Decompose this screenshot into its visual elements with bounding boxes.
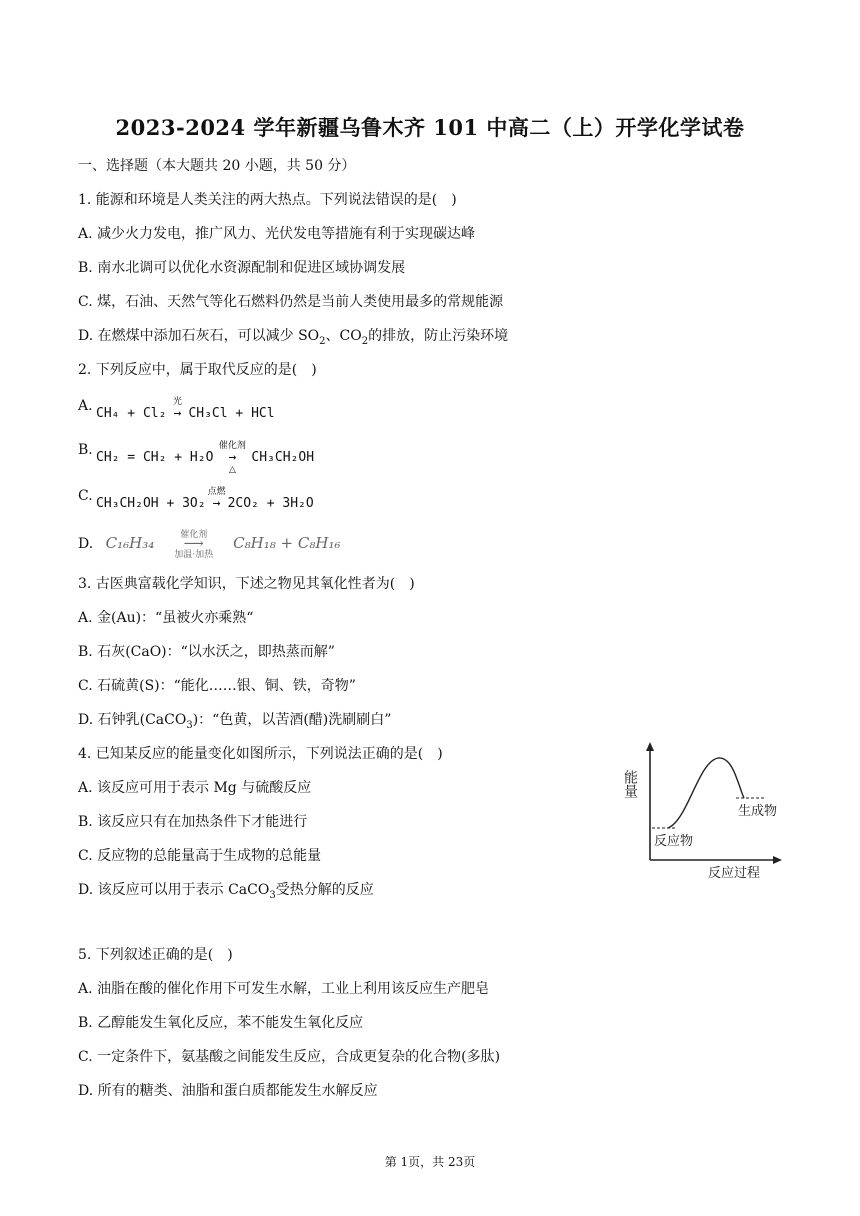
q2-d-letter: D. (78, 536, 94, 552)
q1-option-a: A. 减少火力发电，推广风力、光伏发电等措施有利于实现碳达峰 (78, 226, 476, 242)
q1-option-c: C. 煤，石油、天然气等化石燃料仍然是当前人类使用最多的常规能源 (78, 294, 504, 310)
energy-curve (668, 758, 744, 828)
q2-b-reactants: CH₂ = CH₂ + H₂O (96, 450, 214, 465)
q3-d-part1: D. 石钟乳(CaCO (78, 712, 187, 728)
q4-d-part2: 受热分解的反应 (275, 882, 374, 898)
q2-d-products: C₈H₁₈ + C₈H₁₆ (233, 534, 341, 552)
q2-b-products: CH₃CH₂OH (251, 450, 315, 465)
q2-d-condition-bottom: 加温·加热 (174, 550, 214, 560)
q5-option-a: A. 油脂在酸的催化作用下可发生水解，工业上利用该反应生产肥皂 (78, 981, 490, 997)
q5-option-b: B. 乙醇能发生氧化反应，苯不能发生氧化反应 (78, 1015, 364, 1031)
q2-c-reactants: CH₃CH₂OH + 3O₂ (96, 496, 206, 511)
reaction-arrow: 催化剂 → △ (213, 448, 251, 468)
x-axis-arrowhead (773, 856, 782, 864)
section-heading: 一、选择题（本大题共 20 小题，共 50 分） (78, 158, 356, 174)
reactant-label: 反应物 (654, 834, 694, 849)
q4-d-part1: D. 该反应可以用于表示 CaCO (78, 882, 270, 898)
subscript: 3 (269, 889, 276, 901)
page-title: 2023-2024 学年新疆乌鲁木齐 101 中高二（上）开学化学试卷 (115, 115, 745, 140)
q3-d-part2: )：“色黄，以苦酒(醋)洗刷刷白” (192, 712, 392, 728)
q2-c-letter: C. (78, 488, 93, 504)
q2-stem: 2. 下列反应中，属于取代反应的是( ) (78, 362, 317, 378)
q2-a-products: CH₃Cl + HCl (188, 406, 275, 421)
q1-stem: 1. 能源和环境是人类关注的两大热点。下列说法错误的是( ) (78, 192, 457, 208)
q5-option-d: D. 所有的糖类、油脂和蛋白质都能发生水解反应 (78, 1083, 378, 1099)
q2-b-letter: B. (78, 442, 93, 458)
page-footer: 第 1页，共 23页 (384, 1155, 476, 1169)
q3-option-d (78, 710, 391, 736)
y-axis-arrowhead (646, 742, 654, 751)
subscript: 2 (319, 335, 326, 347)
q2-option-a (78, 397, 478, 426)
q2-b-condition-top: 催化剂 (218, 441, 246, 451)
q5-stem: 5. 下列叙述正确的是( ) (78, 947, 233, 963)
q2-c-condition: 点燃 (207, 487, 226, 497)
subscript: 3 (186, 719, 193, 731)
q1-d-part1: D. 在燃煤中添加石灰石，可以减少 SO (78, 328, 320, 344)
q2-a-condition: 光 (172, 397, 182, 407)
q2-d-condition-top: 催化剂 (180, 530, 208, 540)
q3-option-b: B. 石灰(CaO)：“以水沃之，即热蒸而解” (78, 644, 335, 660)
q1-option-d (78, 326, 508, 352)
q4-stem: 4. 已知某反应的能量变化如图所示，下列说法正确的是( ) (78, 746, 443, 762)
q2-c-products: 2CO₂ + 3H₂O (227, 496, 314, 511)
q2-option-c (78, 487, 478, 516)
reaction-arrow: 光 → (166, 404, 188, 424)
q2-b-condition-bottom: △ (228, 465, 236, 475)
q1-option-b: B. 南水北调可以优化水资源配制和促进区域协调发展 (78, 260, 406, 276)
q2-a-letter: A. (78, 398, 93, 414)
q4-option-b: B. 该反应只有在加热条件下才能进行 (78, 814, 308, 830)
energy-diagram (618, 740, 788, 880)
q4-option-d (78, 880, 374, 906)
product-label: 生成物 (738, 804, 778, 819)
q1-d-part3: 的排放，防止污染环境 (368, 328, 509, 344)
subscript: 2 (361, 335, 369, 347)
q3-stem: 3. 古医典富载化学知识，下述之物见其氧化性者为( ) (78, 576, 415, 592)
y-axis-label: 能量 (622, 770, 638, 798)
q4-option-a: A. 该反应可用于表示 Mg 与硫酸反应 (78, 780, 312, 796)
q2-d-reactants: C₁₆H₃₄ (105, 534, 155, 552)
q4-option-c: C. 反应物的总能量高于生成物的总能量 (78, 848, 322, 864)
reaction-arrow: 点燃 → (206, 494, 228, 514)
q1-d-part2: 、CO (325, 328, 362, 344)
q2-option-b (78, 441, 478, 475)
x-axis-label: 反应过程 (708, 866, 761, 880)
reaction-arrow: 催化剂 ⟶ 加温·加热 (159, 534, 229, 554)
q3-option-a: A. 金(Au)：“虽被火亦乘熟“ (78, 610, 254, 626)
q5-option-c: C. 一定条件下，氨基酸之间能发生反应，合成更复杂的化合物(多肽) (78, 1049, 501, 1065)
q2-a-reactants: CH₄ + Cl₂ (96, 406, 167, 421)
q3-option-c: C. 石硫黄(S)：“能化……银、铜、铁，奇物” (78, 678, 356, 694)
q2-option-d (78, 530, 478, 560)
